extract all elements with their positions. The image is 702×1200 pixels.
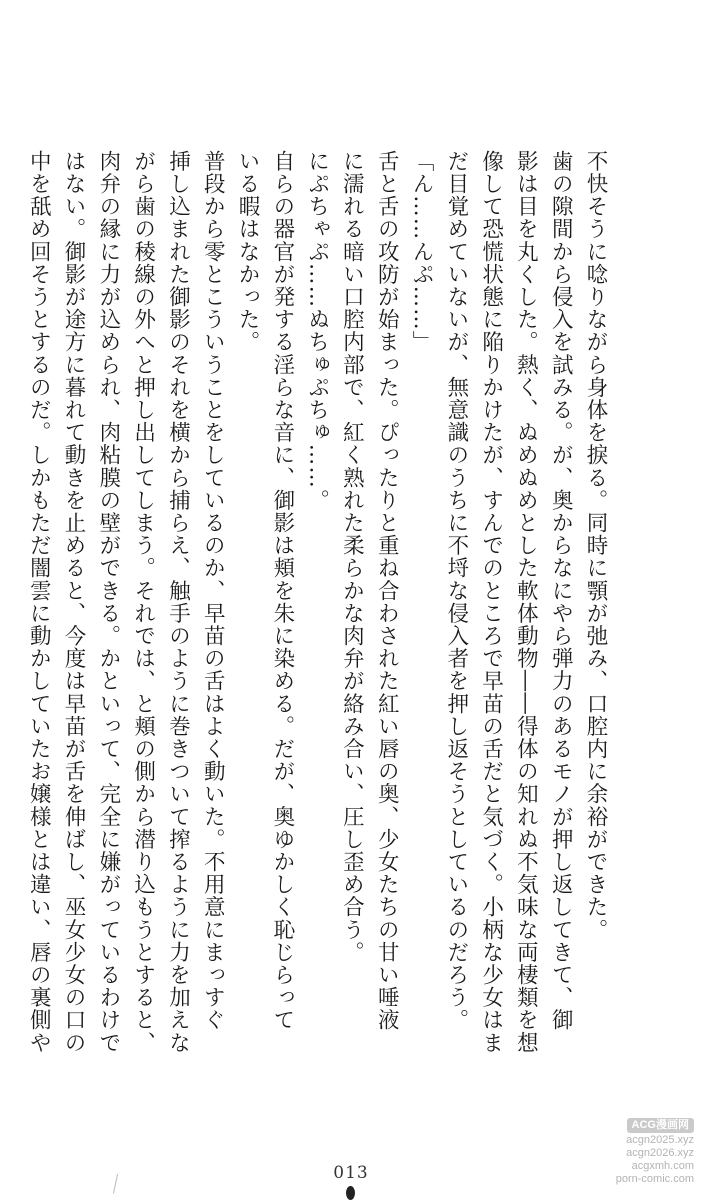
text-line: 歯の隙間から侵入を試みる。が、奥からなにやら弾力のあるモノが押し返してきて、御 bbox=[548, 150, 574, 1032]
text-line: だ目覚めていないが、無意識のうちに不埒な侵入者を押し返そうとしているのだろう。 bbox=[443, 150, 469, 1032]
text-line: はない。御影が途方に暮れて動きを止めると、今度は早苗が舌を伸ばし、巫女少女の口の bbox=[61, 150, 87, 1054]
page-number: 013 bbox=[333, 1163, 369, 1183]
watermark-site: acgxmh.com bbox=[631, 1160, 694, 1172]
text-line: 中を舐め回そうとするのだ。しかもただ闇雲に動かしていたお嬢様とは違い、唇の裏側や bbox=[26, 150, 52, 1054]
text-line: 不快そうに唸りながら身体を捩る。同時に顎が弛み、口腔内に余裕ができた。 bbox=[583, 150, 608, 941]
watermark-title: ACG漫画网 bbox=[627, 1118, 694, 1133]
text-line: 挿し込まれた御影のそれを横から捕らえ、触手のように巻きついて搾るように力を加えな bbox=[165, 150, 191, 1054]
text-line: 自らの器官が発する淫らな音に、御影は頬を朱に染める。だが、奥ゆかしく恥じらって bbox=[269, 150, 295, 1032]
text-line: 「ん……んぷ……」 bbox=[409, 150, 435, 354]
vertical-text-block bbox=[26, 150, 612, 1110]
text-line: に濡れる暗い口腔内部で、紅く熟れた柔らかな肉弁が絡み合い、圧し歪め合う。 bbox=[339, 150, 365, 964]
text-line: 肉弁の縁に力が込められ、肉粘膜の壁ができる。かといって、完全に嫌がっているわけで bbox=[95, 150, 121, 1054]
watermark-site: porn-comic.com bbox=[615, 1173, 694, 1185]
text-line: 影は目を丸くした。熱く、ぬめぬめとした軟体動物――得体の知れぬ不気味な両棲類を想 bbox=[513, 150, 539, 1054]
watermark bbox=[578, 1118, 694, 1186]
binding-dot bbox=[346, 1186, 355, 1200]
text-line: 舌と舌の攻防が始まった。ぴったりと重ね合わされた紅い唇の奥、少女たちの甘い唾液 bbox=[374, 150, 400, 1032]
watermark-site: acgn2026.xyz bbox=[626, 1147, 694, 1159]
text-line: いる暇はなかった。 bbox=[235, 150, 261, 354]
text-line: 普段から零とこういうことをしているのか、早苗の舌はよく動いた。不用意にまっすぐ bbox=[200, 150, 226, 1032]
watermark-site: acgn2025.xyz bbox=[626, 1134, 694, 1146]
text-line: にぷちゃぷ……ぬちゅぷちゅ……。 bbox=[304, 150, 330, 512]
text-line: 像して恐慌状態に陥りかけたが、すんでのところで早苗の舌だと気づく。小柄な少女はま bbox=[478, 150, 504, 1054]
text-line: がら歯の稜線の外へと押し出してしまう。それでは、と頬の側から潜り込もうとすると、 bbox=[130, 150, 156, 1054]
